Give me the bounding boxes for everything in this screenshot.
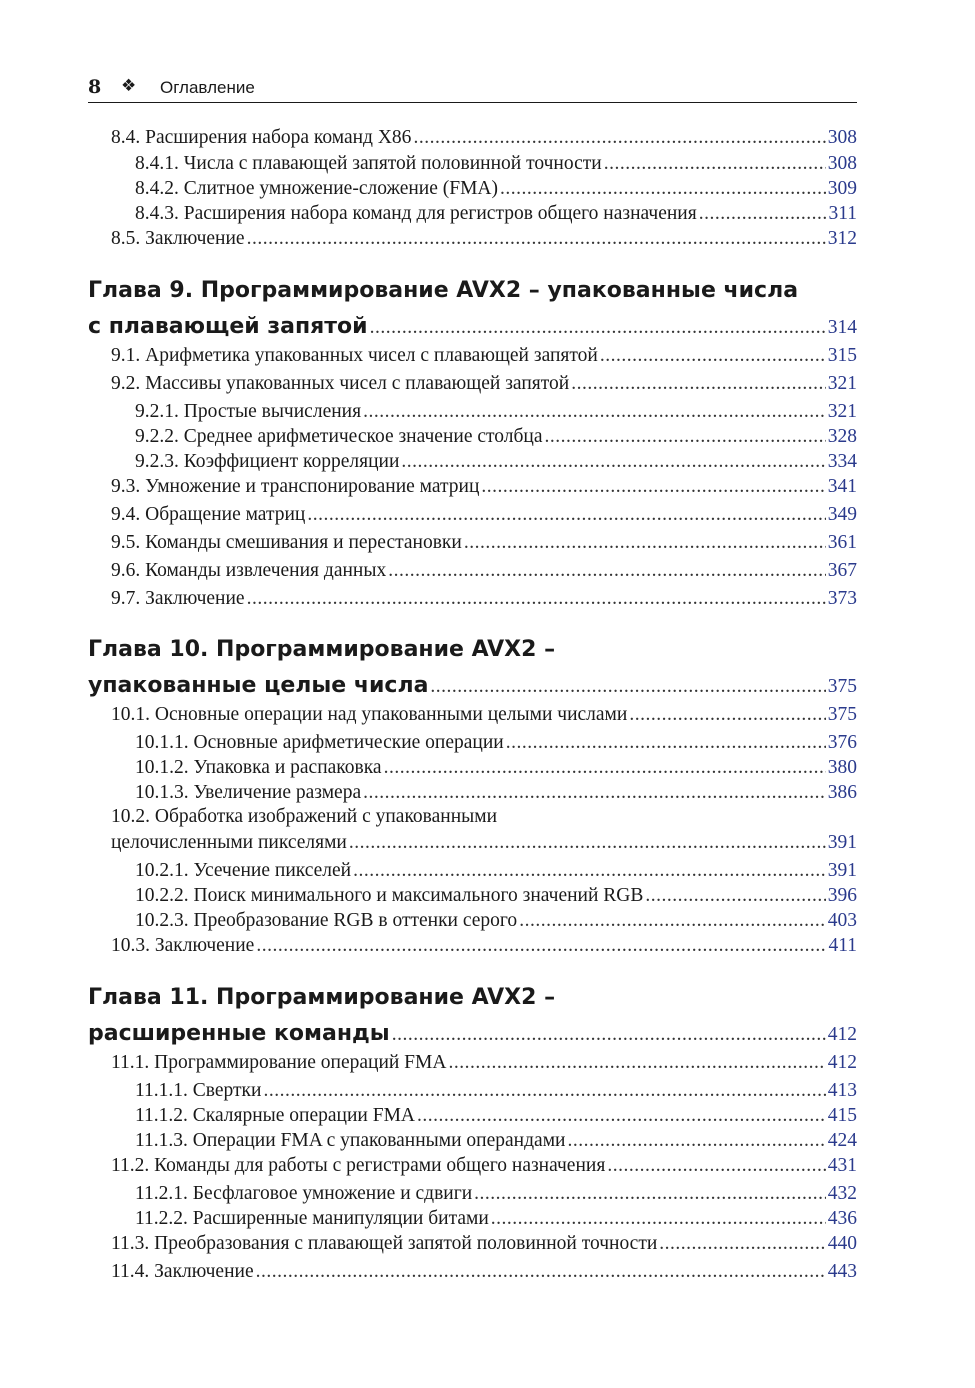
page-link[interactable]: 424 bbox=[827, 1130, 857, 1151]
toc-entry[interactable]: 9.7. Заключение ..... 373 bbox=[111, 585, 857, 610]
page-link[interactable]: 373 bbox=[827, 588, 857, 609]
toc-entry[interactable]: 9.2.2. Среднее арифметическое значение столбца ..... 328 bbox=[135, 423, 857, 448]
page-link[interactable]: 314 bbox=[827, 317, 857, 338]
page-link[interactable]: 386 bbox=[827, 782, 857, 803]
toc-entry[interactable]: 11.2.2. Расширенные манипуляции битами ..... 436 bbox=[135, 1205, 857, 1230]
page-link[interactable]: 334 bbox=[827, 451, 857, 472]
toc-entry[interactable]: 9.2. Массивы упакованных чисел с плавающей запятой ..... 321 bbox=[111, 370, 857, 395]
page-link[interactable]: 391 bbox=[827, 832, 857, 853]
page-link[interactable]: 308 bbox=[827, 127, 857, 148]
page-link[interactable]: 361 bbox=[827, 532, 857, 553]
page-link[interactable]: 412 bbox=[827, 1024, 857, 1045]
toc-entry[interactable]: 9.6. Команды извлечения данных ..... 367 bbox=[111, 557, 857, 582]
toc-entry[interactable]: 8.5. Заключение ..... 312 bbox=[111, 225, 857, 250]
page-link[interactable]: 375 bbox=[827, 676, 857, 697]
page-link[interactable]: 309 bbox=[827, 178, 857, 199]
page-link[interactable]: 413 bbox=[827, 1080, 857, 1101]
page-link[interactable]: 391 bbox=[827, 860, 857, 881]
page-link[interactable]: 328 bbox=[827, 426, 857, 447]
toc-entry[interactable]: 9.5. Команды смешивания и перестановки ..... 361 bbox=[111, 529, 857, 554]
page-link[interactable]: 367 bbox=[827, 560, 857, 581]
page-link[interactable]: 376 bbox=[827, 732, 857, 753]
toc-entry[interactable]: 10.1.3. Увеличение размера ..... 386 bbox=[135, 779, 857, 804]
page-link[interactable]: 396 bbox=[827, 885, 857, 906]
toc-entry[interactable]: 9.2.1. Простые вычисления ..... 321 bbox=[135, 398, 857, 423]
page-link[interactable]: 411 bbox=[828, 935, 857, 956]
toc-entry[interactable]: 10.1.2. Упаковка и распаковка ..... 380 bbox=[135, 754, 857, 779]
toc-entry[interactable]: 11.1.1. Свертки ..... 413 bbox=[135, 1077, 857, 1102]
toc-entry[interactable]: 11.1. Программирование операций FMA ..... 412 bbox=[111, 1049, 857, 1074]
page-link[interactable]: 321 bbox=[827, 373, 857, 394]
page-link[interactable]: 415 bbox=[827, 1105, 857, 1126]
toc-entry[interactable]: 8.4.2. Слитное умножение-сложение (FMA) ..... 309 bbox=[135, 175, 857, 200]
page-link[interactable]: 443 bbox=[827, 1261, 857, 1282]
page-number: 8 bbox=[88, 76, 102, 98]
running-title: Оглавление bbox=[160, 78, 255, 97]
toc-entry[interactable]: 11.2. Команды для работы с регистрами общего назначения ..... 431 bbox=[111, 1152, 857, 1177]
chapter-heading-9[interactable]: Глава 9. Программирование AVX2 – упакованные числа с плавающей запятой ..... 314 bbox=[88, 275, 857, 339]
toc-entry[interactable]: 11.1.3. Операции FMA с упакованными операндами ..... 424 bbox=[135, 1127, 857, 1152]
toc-entry[interactable]: 8.4. Расширения набора команд X86 ..... 308 bbox=[111, 124, 857, 149]
toc-entry[interactable]: 9.2.3. Коэффициент корреляции ..... 334 bbox=[135, 448, 857, 473]
toc-entry[interactable]: 8.4.1. Числа с плавающей запятой половинной точности ..... 308 bbox=[135, 150, 857, 175]
toc-entry[interactable]: 11.1.2. Скалярные операции FMA ..... 415 bbox=[135, 1102, 857, 1127]
page-link[interactable]: 315 bbox=[827, 345, 857, 366]
page-link[interactable]: 321 bbox=[827, 401, 857, 422]
toc-entry[interactable]: 10.1. Основные операции над упакованными целыми числами ..... 375 bbox=[111, 701, 857, 726]
toc-entry[interactable]: целочисленными пикселями ..... 391 bbox=[111, 829, 857, 854]
toc-entry[interactable]: 9.4. Обращение матриц ..... 349 bbox=[111, 501, 857, 526]
page-link[interactable]: 308 bbox=[827, 153, 857, 174]
page-link[interactable]: 412 bbox=[827, 1052, 857, 1073]
page-header bbox=[88, 72, 857, 103]
toc-entry[interactable]: 10.1.1. Основные арифметические операции ..... 376 bbox=[135, 729, 857, 754]
page-link[interactable]: 403 bbox=[827, 910, 857, 931]
toc-entry[interactable]: 11.2.1. Бесфлаговое умножение и сдвиги ..... 432 bbox=[135, 1180, 857, 1205]
toc-entry[interactable]: 9.3. Умножение и транспонирование матриц ..... 341 bbox=[111, 473, 857, 498]
page-link[interactable]: 436 bbox=[827, 1208, 857, 1229]
toc-entry[interactable]: 10.2.3. Преобразование RGB в оттенки серого ..... 403 bbox=[135, 907, 857, 932]
toc-entry[interactable]: 9.1. Арифметика упакованных чисел с плавающей запятой ..... 315 bbox=[111, 342, 857, 367]
chapter-heading-11[interactable]: Глава 11. Программирование AVX2 – расширенные команды ..... 412 bbox=[88, 982, 857, 1046]
toc-entry[interactable]: 10.2.2. Поиск минимального и максимального значений RGB ..... 396 bbox=[135, 882, 857, 907]
page-link[interactable]: 432 bbox=[827, 1183, 857, 1204]
ornament-icon: ❖ bbox=[121, 76, 137, 96]
page-link[interactable]: 312 bbox=[827, 228, 857, 249]
page-link[interactable]: 349 bbox=[827, 504, 857, 525]
toc-entry[interactable]: 8.4.3. Расширения набора команд для регистров общего назначения ..... 311 bbox=[135, 200, 857, 225]
page-link[interactable]: 431 bbox=[827, 1155, 857, 1176]
toc-entry-first-line[interactable]: 10.2. Обработка изображений с упакованными bbox=[111, 806, 498, 827]
page-link[interactable]: 375 bbox=[827, 704, 857, 725]
page-link[interactable]: 311 bbox=[828, 203, 857, 224]
toc-entry[interactable]: 10.2.1. Усечение пикселей ..... 391 bbox=[135, 857, 857, 882]
page-link[interactable]: 341 bbox=[827, 476, 857, 497]
page-link[interactable]: 440 bbox=[827, 1233, 857, 1254]
page-link[interactable]: 380 bbox=[827, 757, 857, 778]
chapter-heading-10[interactable]: Глава 10. Программирование AVX2 – упакованные целые числа ..... 375 bbox=[88, 634, 857, 698]
toc-entry[interactable]: 10.3. Заключение ..... 411 bbox=[111, 932, 857, 957]
toc-entry[interactable]: 11.3. Преобразования с плавающей запятой половинной точности ..... 440 bbox=[111, 1230, 857, 1255]
toc-entry[interactable]: 11.4. Заключение ..... 443 bbox=[111, 1258, 857, 1283]
